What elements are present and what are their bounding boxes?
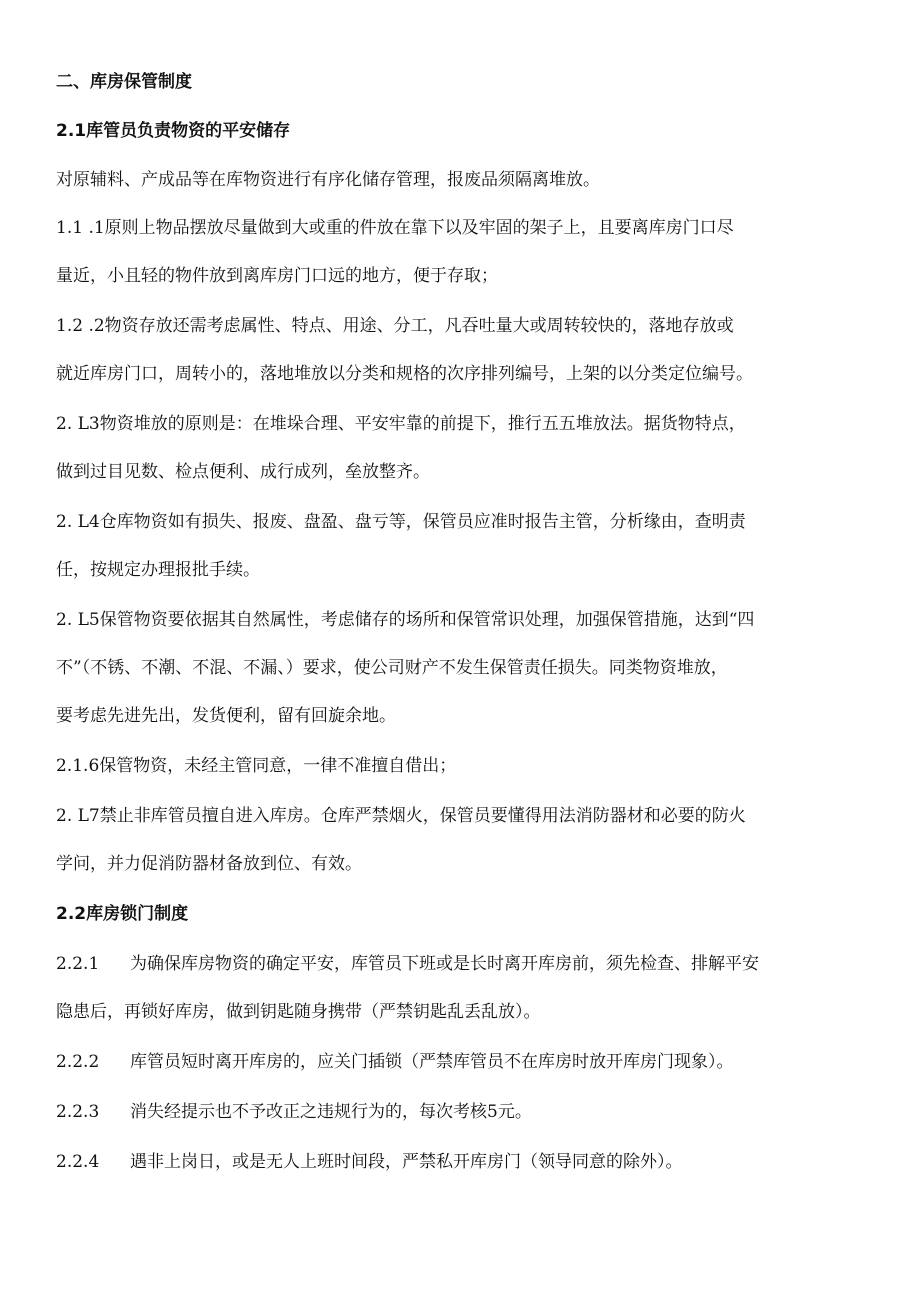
paragraph-1-2-2-line-1: 1.2 .2物资存放还需考虑属性、特点、用途、分工，凡吞吐量大或周转较快的，落地存放或 — [56, 316, 734, 336]
rule-2-2-3 — [56, 1100, 532, 1124]
rule-2-2-4 — [56, 1150, 683, 1174]
rule-text: 为确保库房物资的确定平安，库管员下班或是长时离开库房前，须先检查、排解平安 — [130, 954, 759, 974]
paragraph-l3-line-1: 2. L3物资堆放的原则是：在堆垛合理、平安牢靠的前提下，推行五五堆放法。据货物特点， — [56, 414, 746, 434]
subsection-title-2-1: 2.1库管员负责物资的平安储存 — [56, 121, 291, 141]
rule-2-2-2 — [56, 1050, 734, 1074]
paragraph-l7-line-2: 学问，并力促消防器材备放到位、有效。 — [56, 854, 362, 874]
paragraph-1-2-2-line-2: 就近库房门口，周转小的，落地堆放以分类和规格的次序排列编号，上架的以分类定位编号。 — [56, 364, 753, 384]
paragraph-l3-line-2: 做到过目见数、检点便利、成行成列，垒放整齐。 — [56, 462, 430, 482]
rule-number: 2.2.4 — [56, 1152, 100, 1172]
rule-number: 2.2.1 — [56, 954, 100, 974]
subsection-title-2-2: 2.2库房锁门制度 — [56, 904, 189, 924]
rule-number: 2.2.3 — [56, 1102, 100, 1122]
rule-text: 遇非上岗日，或是无人上班时间段，严禁私开库房门（领导同意的除外）。 — [130, 1152, 683, 1172]
section-title: 二、库房保管制度 — [56, 72, 192, 92]
paragraph-1-1-1-line-1: 1.1 .1原则上物品摆放尽量做到大或重的件放在靠下以及牢固的架子上，且要离库房门口尽 — [56, 218, 734, 238]
intro-paragraph: 对原辅料、产成品等在库物资进行有序化储存管理，报废品须隔离堆放。 — [56, 170, 600, 190]
paragraph-1-1-1-line-2: 量近，小且轻的物件放到离库房门口远的地方，便于存取； — [56, 266, 498, 286]
paragraph-l4-line-2: 任，按规定办理报批手续。 — [56, 560, 260, 580]
paragraph-l5-line-2: 不”（不锈、不潮、不混、不漏、）要求，使公司财产不发生保管责任损失。同类物资堆放， — [56, 658, 728, 678]
paragraph-l7-line-1: 2. L7禁止非库管员擅自进入库房。仓库严禁烟火，保管员要懂得用法消防器材和必要的防火 — [56, 806, 746, 826]
rule-number: 2.2.2 — [56, 1052, 100, 1072]
paragraph-2-1-6: 2.1.6保管物资，未经主管同意，一律不准擅自借出； — [56, 756, 457, 776]
paragraph-l5-line-3: 要考虑先进先出，发货便利，留有回旋余地。 — [56, 706, 396, 726]
rule-2-2-1-line-1 — [56, 952, 759, 976]
rule-2-2-1-line-2: 隐患后，再锁好库房，做到钥匙随身携带（严禁钥匙乱丢乱放）。 — [56, 1002, 541, 1022]
paragraph-l4-line-1: 2. L4仓库物资如有损失、报废、盘盈、盘亏等，保管员应准时报告主管，分析缘由，查明责 — [56, 512, 746, 532]
rule-text: 消失经提示也不予改正之违规行为的，每次考核5元。 — [130, 1102, 532, 1122]
rule-text: 库管员短时离开库房的，应关门插锁（严禁库管员不在库房时放开库房门现象）。 — [130, 1052, 734, 1072]
paragraph-l5-line-1: 2. L5保管物资要依据其自然属性，考虑储存的场所和保管常识处理，加强保管措施，达到“四 — [56, 610, 755, 630]
